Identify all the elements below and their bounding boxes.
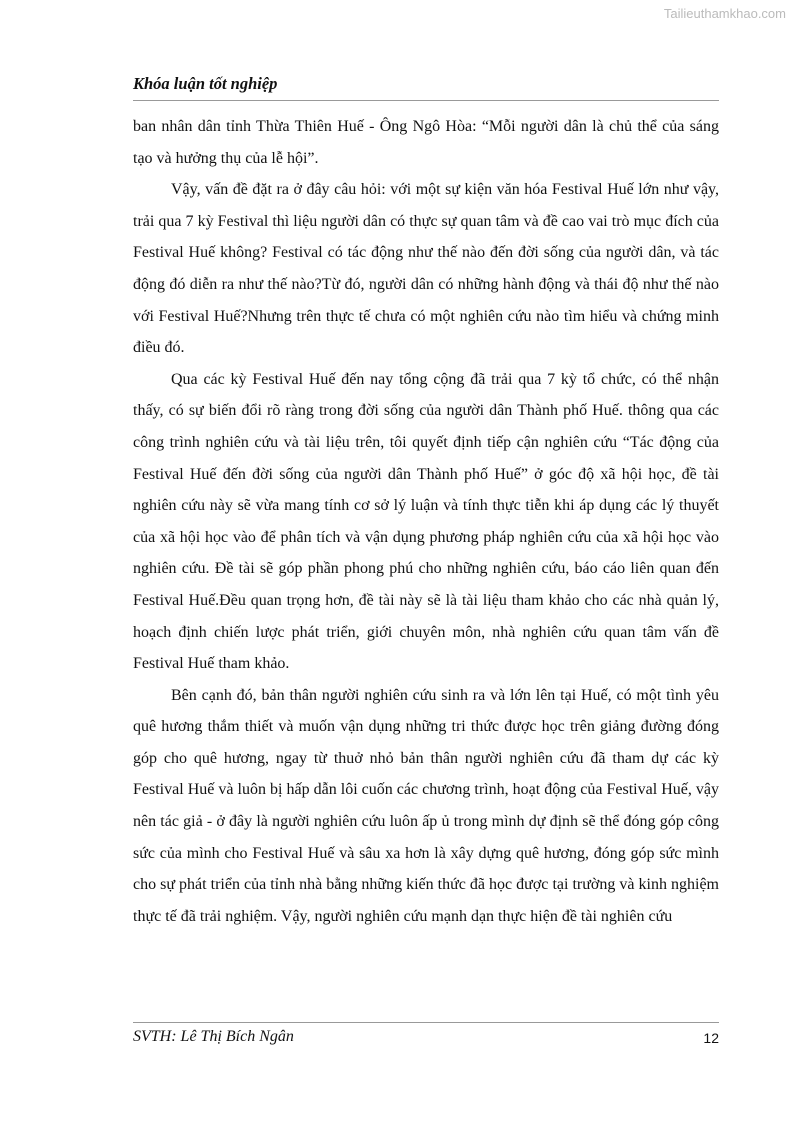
page-header-title: Khóa luận tốt nghiệp bbox=[133, 74, 278, 93]
paragraph: ban nhân dân tỉnh Thừa Thiên Huế - Ông Ngô Hòa: “Mỗi người dân là chủ thể của sáng tạo và hưởng thụ của lễ hội”. bbox=[133, 118, 719, 167]
paragraph: Qua các kỳ Festival Huế đến nay tổng cộng đã trải qua 7 kỳ tổ chức, có thể nhận thấy, có sự biến đổi rõ ràng trong đời sống của người dân Thành phố Huế. thông qua các công trình nghiên cứu và tài liệu trên, tôi quyết định tiếp cận nghiên cứu “Tác động của Festival Huế đến đời sống của người dân Thành phố Huế” ở góc độ xã hội học, đề tài nghiên cứu này sẽ vừa mang tính cơ sở lý luận và tính thực tiễn khi áp dụng các lý thuyết của xã hội học vào để phân tích và vận dụng phương pháp nghiên cứu của xã hội học vào nghiên cứu. Đề tài sẽ góp phần phong phú cho những nghiên cứu, báo cáo liên quan đến Festival Huế.Đều quan trọng hơn, đề tài này sẽ là tài liệu tham khảo cho các nhà quản lý, hoạch định chiến lược phát triển, giới chuyên môn, nhà nghiên cứu quan tâm vấn đề Festival Huế tham khảo. bbox=[133, 370, 719, 673]
footer-divider bbox=[133, 1022, 719, 1023]
watermark: Tailieuthamkhao.com bbox=[663, 6, 786, 21]
paragraph: Bên cạnh đó, bản thân người nghiên cứu sinh ra và lớn lên tại Huế, có một tình yêu quê hương thắm thiết và muốn vận dụng những tri thức được học trên giảng đường đóng góp cho quê hương, ngay từ thuở nhỏ bản thân người nghiên cứu đã tham dự các kỳ Festival Huế và luôn bị hấp dẫn lôi cuốn các chương trình, hoạt động của Festival Huế, vậy nên tác giả - ở đây là người nghiên cứu luôn ấp ủ trong mình dự định sẽ thể đóng góp công sức của mình cho Festival Huế và sâu xa hơn là xây dựng quê hương, đóng góp sức mình cho sự phát triển của tỉnh nhà bằng những kiến thức đã học được tại trường và kinh nghiệm thực tế đã trải nghiệm. Vậy, người nghiên cứu mạnh dạn thực hiện đề tài nghiên cứu bbox=[133, 686, 719, 925]
page-number: 12 bbox=[703, 1030, 719, 1046]
paragraph: Vậy, vấn đề đặt ra ở đây câu hỏi: với một sự kiện văn hóa Festival Huế lớn như vậy, trải qua 7 kỳ Festival thì liệu người dân có thực sự quan tâm và đề cao vai trò mục đích của Festival Huế không? Festival có tác động như thế nào đến đời sống của người dân, và tác động đó diễn ra như thế nào?Từ đó, người dân có những hành động và thái độ như thế nào với Festival Huế?Nhưng trên thực tế chưa có một nghiên cứu nào tìm hiểu và chứng minh điều đó. bbox=[133, 181, 719, 357]
document-body bbox=[133, 111, 719, 932]
footer-author: SVTH: Lê Thị Bích Ngân bbox=[133, 1028, 294, 1045]
header-divider bbox=[133, 100, 719, 101]
